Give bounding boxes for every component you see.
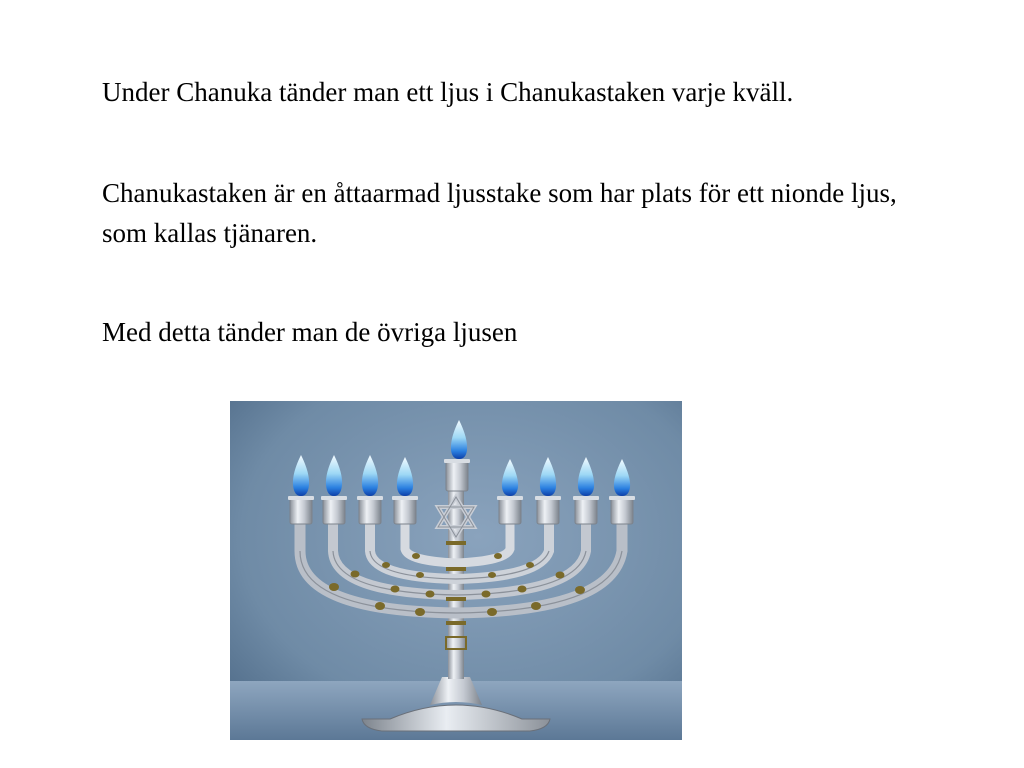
menorah-image xyxy=(230,401,682,740)
paragraph-3: Med detta tänder man de övriga ljusen xyxy=(102,317,518,347)
paragraph-2: Chanukastaken är en åttaarmad ljusstake som har plats för ett nionde ljus, som kallas tjänaren. xyxy=(102,178,897,248)
paragraph-1: Under Chanuka tänder man ett ljus i Chanukastaken varje kväll. xyxy=(102,77,794,107)
